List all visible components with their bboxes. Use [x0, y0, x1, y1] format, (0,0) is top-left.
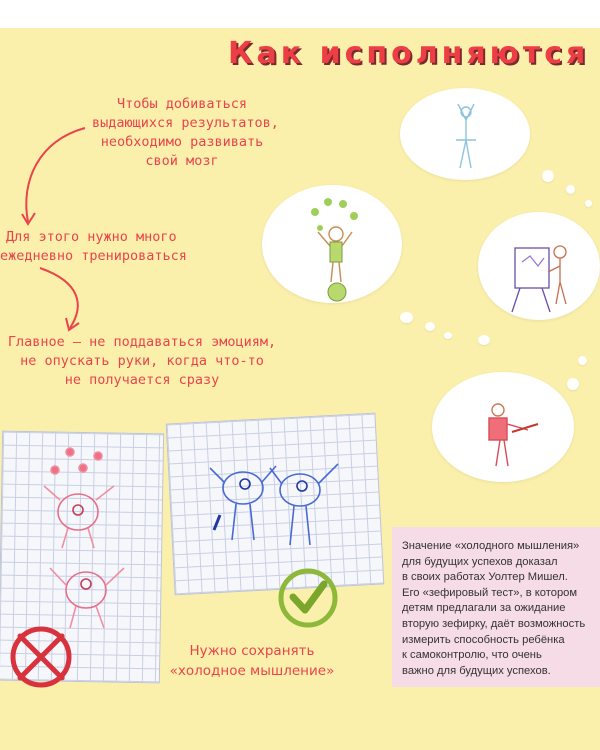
caption-line: «холодное мышление» [169, 663, 335, 679]
page-title: Как исполняются [228, 36, 590, 71]
info-line: детям предлагали за ожидание [402, 602, 566, 615]
info-line: в своих работах Уолтер Мишел. [402, 571, 568, 584]
info-box-text [402, 539, 600, 679]
caption-line: Нужно сохранять [189, 643, 315, 659]
note-line: необходимо развивать [100, 134, 264, 150]
note-line: Чтобы добиваться [116, 96, 248, 112]
info-line: к самоконтролю, что очень [402, 649, 542, 662]
note-line: не опускать руки, когда что-то [20, 353, 264, 369]
check-icon [276, 566, 340, 630]
note-line: Главное – не поддаваться эмоциям, [7, 334, 277, 350]
note-line: выдающихся результатов, [92, 115, 279, 131]
note-line: не получается сразу [64, 372, 220, 388]
info-line: Значение «холодного мышления» [402, 540, 580, 552]
info-line: вторую зефирку, даёт возможность [402, 617, 586, 630]
note-line: ежедневно тренироваться [0, 248, 187, 264]
info-line: измерить способность ребёнка [402, 633, 565, 646]
note-line: свой мозг [145, 153, 219, 169]
info-line: для будущих успехов доказал [402, 555, 558, 568]
note-line: Для этого нужно много [6, 229, 177, 245]
info-line: важно для будущих успехов. [402, 664, 551, 677]
keep-cold-thinking-caption [157, 641, 347, 681]
info-line: Его «зефировый тест», в котором [402, 586, 578, 599]
